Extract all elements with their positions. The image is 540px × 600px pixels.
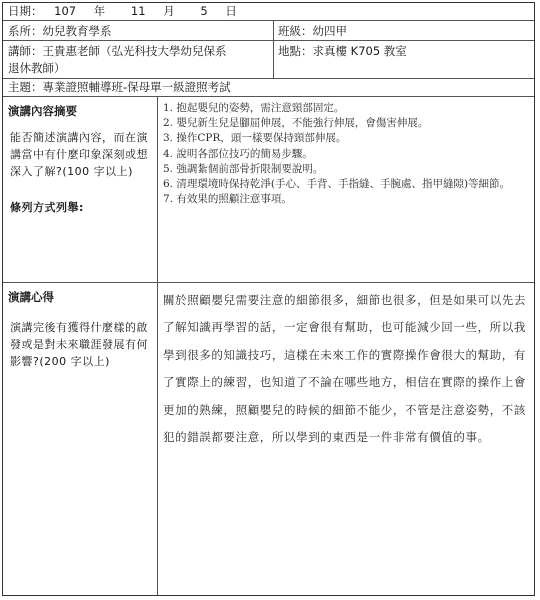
lecture-record-form	[2, 2, 535, 596]
year-unit: 年	[93, 4, 106, 18]
lecturer-line2: 退休教師）	[8, 61, 66, 75]
outline-item: 5. 強調紮個前部骨折限制要說明。	[163, 162, 324, 175]
outline-item: 3. 操作CPR，頭一樣要保持頸部伸展。	[163, 132, 347, 145]
outline-item: 6. 清理環境時保持乾淨(手心、手背、手指縫、手腕處、指甲縫隙)等細節。	[163, 178, 511, 191]
outline-title: 演講內容摘要	[8, 104, 77, 118]
outline-item: 7. 有效果的照顧注意事項。	[163, 193, 292, 206]
date-field	[3, 3, 303, 20]
outline-section	[3, 97, 534, 283]
outline-item: 2. 嬰兒新生兒是腳屈伸展，不能強行伸展，會傷害伸展。	[163, 117, 429, 130]
lecturer-field	[3, 41, 273, 78]
outline-format-label: 條列方式列舉:	[10, 201, 84, 214]
outline-item: 1. 抱起嬰兒的姿勢，需注意頸部固定。	[163, 102, 345, 114]
department-field: 系所：幼兒教育學系	[8, 24, 112, 38]
date-row	[3, 3, 534, 21]
reflection-section	[3, 283, 534, 595]
date-year: 107	[54, 4, 77, 18]
reflection-prompt: 演講完後有獲得什麼樣的啟發或是對未來職涯發展有何影響?(200 字以上)	[10, 321, 148, 368]
location-field: 地點：求真樓 K705 教室	[278, 44, 407, 58]
reflection-title: 演講心得	[8, 290, 54, 304]
outline-item: 4. 說明各部位技巧的簡易步驟。	[163, 147, 313, 160]
reflection-text: 關於照顧嬰兒需要注意的細節很多，細節也很多，但是如果可以先去了解知識再學習的話，一定會很有幫助，也可能減少回一些，所以我學到很多的知識技巧，這樣在未來工作的實際操作會很大的幫助，有了實際上的練習，也知道了不論在哪些地方，相信在實際的操作上會更加的熟練，照顧嬰兒的時候的細節不能少，不管是注意姿勢，不該犯的錯誤都要注意，所以學到的東西是一件非常有價值的事。	[163, 293, 526, 445]
lecturer-line1: 講師：王貴惠老師（弘光科技大學幼兒保系	[8, 44, 227, 58]
outline-list	[163, 101, 533, 207]
date-day: 5	[200, 4, 208, 18]
month-unit: 月	[163, 4, 175, 18]
lecturer-row	[3, 41, 534, 79]
class-field: 班級：幼四甲	[278, 24, 347, 38]
outline-label-column	[3, 97, 158, 282]
outline-prompt: 能否簡述演講內容，而在演講當中有什麼印象深刻或想深入了解?(100 字以上)	[10, 131, 148, 178]
department-row	[3, 21, 534, 41]
reflection-label-column	[3, 283, 158, 595]
day-unit: 日	[225, 4, 237, 18]
date-month: 11	[130, 4, 146, 18]
topic-field: 主題：專業證照輔導班-保母單一級證照考試	[8, 80, 231, 94]
topic-row	[3, 79, 534, 97]
date-label: 日期：	[8, 4, 43, 18]
